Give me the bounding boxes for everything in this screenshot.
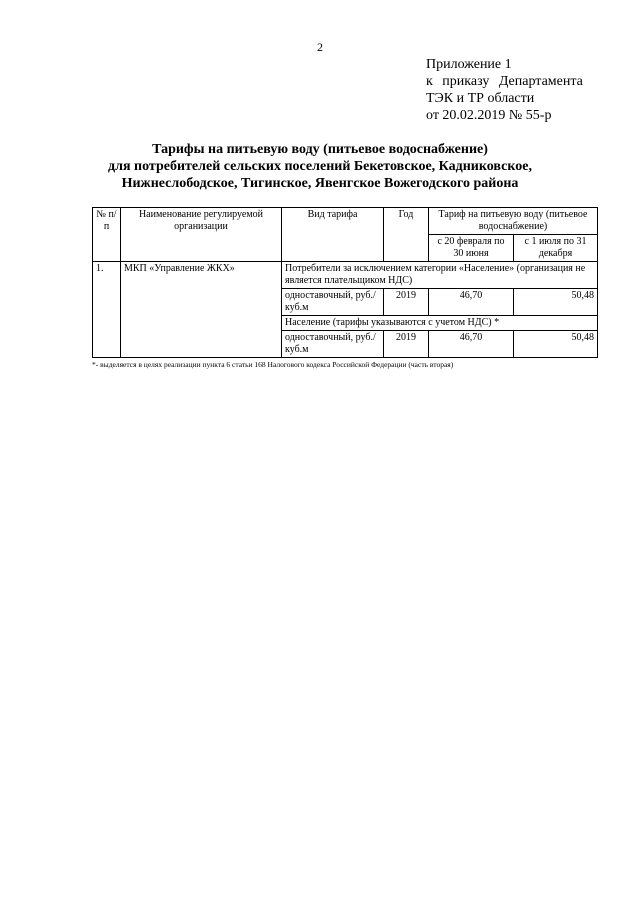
group-1-type: одноставочный, руб./куб.м bbox=[282, 289, 384, 316]
header-type: Вид тарифа bbox=[282, 208, 384, 262]
title-line-3: Нижнеслободское, Тигинское, Явенгское Вожегодского района bbox=[121, 176, 519, 191]
group-1-value-2: 50,48 bbox=[514, 289, 598, 316]
header-tariff: Тариф на питьевую воду (питьевое водоснабжение) bbox=[429, 208, 598, 235]
appendix-line-4: от 20.02.2019 № 55-р bbox=[426, 108, 552, 123]
header-year: Год bbox=[384, 208, 429, 262]
title-line-2: для потребителей сельских поселений Бекетовское, Кадниковское, bbox=[108, 159, 532, 174]
appendix-line-1: Приложение 1 bbox=[426, 57, 512, 72]
row-num: 1. bbox=[93, 262, 121, 358]
group-1-label: Потребители за исключением категории «Население» (организация не является плательщиком НДС) bbox=[282, 262, 598, 289]
header-period-2: с 1 июля по 31 декабря bbox=[514, 235, 598, 262]
appendix-block bbox=[426, 56, 606, 124]
group-2-value-2: 50,48 bbox=[514, 331, 598, 358]
appendix-line-3: ТЭК и ТР области bbox=[426, 91, 535, 106]
table-row bbox=[93, 262, 598, 289]
document-title bbox=[60, 141, 580, 192]
title-line-1: Тарифы на питьевую воду (питьевое водоснабжение) bbox=[152, 142, 488, 157]
group-2-value-1: 46,70 bbox=[429, 331, 514, 358]
header-num: № п/п bbox=[93, 208, 121, 262]
group-2-year: 2019 bbox=[384, 331, 429, 358]
group-1-year: 2019 bbox=[384, 289, 429, 316]
tariff-table bbox=[92, 207, 598, 358]
group-2-type: одноставочный, руб./куб.м bbox=[282, 331, 384, 358]
group-1-value-1: 46,70 bbox=[429, 289, 514, 316]
footnote: *- выделяется в целях реализации пункта 6 статьи 168 Налогового кодекса Российской Федерации (часть вторая) bbox=[92, 360, 454, 369]
header-period-1: с 20 февраля по 30 июня bbox=[429, 235, 514, 262]
appendix-line-2: к приказу Департамента bbox=[426, 74, 583, 89]
page-number: 2 bbox=[317, 40, 323, 54]
row-org: МКП «Управление ЖКХ» bbox=[121, 262, 282, 358]
header-org: Наименование регулируемой организации bbox=[121, 208, 282, 262]
group-2-label: Население (тарифы указываются с учетом НДС) * bbox=[282, 316, 598, 331]
table-header-row bbox=[93, 208, 598, 235]
